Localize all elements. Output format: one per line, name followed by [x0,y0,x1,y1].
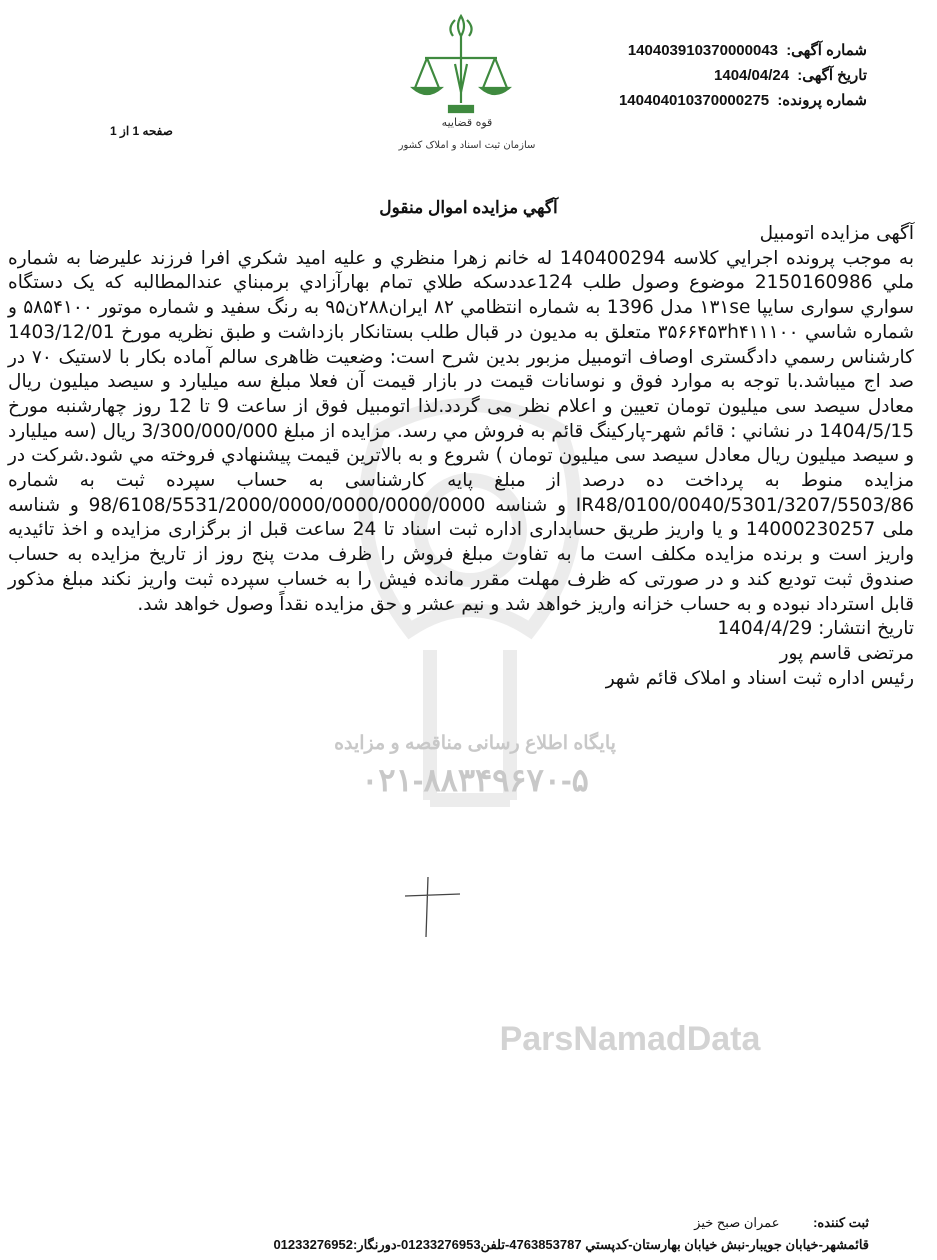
watermark-phone: ۰۲۱-۸۸۳۴۹۶۷۰-۵ [361,762,589,798]
notice-meta [619,38,867,113]
signature-mark [400,872,470,942]
notice-number: 140403910370000043 [627,42,779,59]
notice-subtitle: آگهی مزایده اتومبیل [759,223,914,244]
logo-caption-2: سازمان ثبت اسناد و املاک کشور [398,140,536,151]
signer-name: مرتضی قاسم پور [779,642,914,664]
watermark-text [260,732,690,799]
file-number: 140404010370000275 [618,92,770,109]
publish-date-row [8,617,914,642]
file-number-label: شماره پرونده: [777,92,867,109]
recorder-name: عمران صبح خیز [694,1215,780,1230]
notice-number-row [619,38,867,63]
page-number: صفحه 1 از 1 [110,124,173,138]
recorder-label: ثبت کننده: [813,1215,869,1230]
watermark-brand: ParsNamadData [499,1020,761,1058]
page-title: آگهي مزايده اموال منقول [379,198,558,217]
judiciary-emblem-logo [385,8,550,158]
notice-body [8,222,914,691]
notice-date-label: تاریخ آگهی: [797,67,867,84]
footer [273,1212,869,1256]
watermark-line-1: پایگاه اطلاع رسانی مناقصه و مزایده [334,733,616,754]
office-address: قائمشهر-خیابان جویبار-نبش خیابان بهارستان-کدپستي 4763853787-تلفن01233276953-دورنگار:01233276952 [273,1237,869,1252]
logo-caption-1: قوه قضاییه [441,116,493,129]
file-number-row [619,88,867,113]
signer-title: رئیس اداره ثبت اسناد و املاک قائم شهر [605,667,914,689]
notice-main-text: به موجب پرونده اجرايي كلاسه 140400294 له خانم زهرا منظري و عليه اميد شكري افرا فرزند عليرضا به شماره ملي 2150160986 موضوع وصول طلب 124عددسکه طلاي تمام بهارآزادي برمبناي عندالمطالبه که يک دستگاه سواري سواری سایپا ۱۳۱se مدل 1396 به شماره انتظامي ۸۲ ايران۲۸۸ن۹۵ به رنگ سفيد و شماره موتور ۵۸۵۴۱۰۰ و شماره شاسي ۳۵۶۶۴۵۳h۴۱۱۱۰۰ متعلق به مديون در قبال طلب بستانكار بازداشت و طبق نظريه مورخ 1403/12/01 كارشناس رسمي دادگستری اوصاف اتومبیل مزبور بدین شرح است: وضعیت ظاهری سالم آماده بکار با لاستیک ۷۰ در صد اج میباشد.با توجه به موارد فوق و نوسانات قیمت در بازار قیمت آن فعلا مبلغ سه میلیارد و سیصد میلیون ریال معادل سیصد سی میلیون تومان تعیین و اعلام نظر می گردد.لذا اتومبیل فوق از ساعت 9 تا 12 روز چهارشنبه مورخ 1404/5/15 در نشاني : قائم شهر-پارکینگ قائم به فروش مي رسد. مزايده از مبلغ 3/300/000/000 ريال (سه میلیارد و سیصد میلیون ریال معادل سیصد سی میلیون تومان ) شروع و به بالاترين قيمت پيشنهادي فروخته مي شود.شرکت در مزایده منوط به پرداخت ده درصد از مبلغ پایه کارشناسی به حساب سپرده ثبت به شماره IR48/0100/0040/5301/3207/5503/86 و شناسه 98/6108/5531/2000/0000/0000/0000/0000 و شناسه ملی 14000230257 و یا واریز طریق حسابداری اداره ثبت اسناد تا 24 ساعت قبل از برگزاری مزایده و اخذ تائیدیه واریز است و برنده مزایده مکلف است ما به تفاوت مبلغ فروش را ظرف مدت پنج روز از تاریخ مزایده به حساب صندوق ثبت تودیع کند و در صورتی که ظرف مهلت مقرر مانده فیش را به خساب سپرده ثبت واریز نکند مبلغ مذکور قابل استرداد نبوده و به حساب خزانه واریز خواهد شد و نیم عشر و حق مزایده نقداً وصول خواهد شد. [8,247,915,615]
notice-number-label: شماره آگهی: [786,42,867,59]
publish-date: 1404/4/29 [717,618,813,640]
recorder-row [273,1212,869,1234]
publish-date-label: تاریخ انتشار: [818,618,914,640]
notice-date-row [619,63,867,88]
notice-date: 1404/04/24 [714,67,790,84]
